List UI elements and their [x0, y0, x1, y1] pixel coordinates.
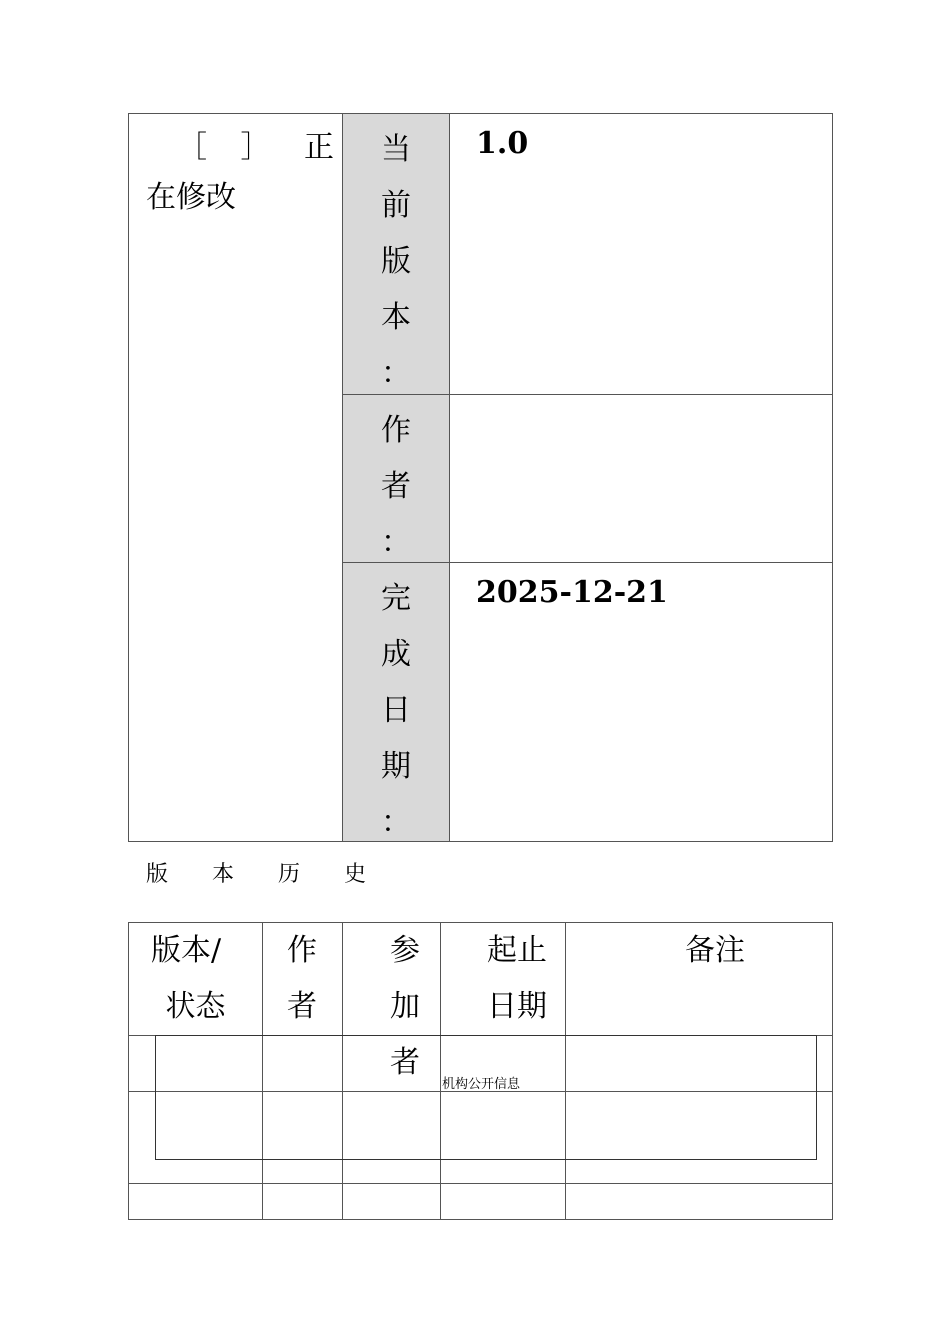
date-label-char: 日 — [381, 693, 411, 728]
bracket-open: ［ — [177, 130, 207, 165]
status-line-2: 在修改 — [146, 180, 236, 215]
version-label-char: 当 — [381, 132, 411, 167]
row-divider — [129, 1183, 832, 1184]
status-char: 正 — [304, 130, 334, 165]
date-label-char: ： — [381, 805, 411, 840]
author-label-char: 作 — [381, 413, 411, 448]
header-date-range: 起止 日期 — [487, 933, 547, 1024]
heading-char: 史 — [344, 862, 369, 887]
date-value-cell — [450, 562, 832, 841]
version-history-heading — [146, 860, 410, 890]
document-info-table — [128, 113, 833, 842]
heading-char: 历 — [278, 862, 303, 887]
version-history-table — [128, 922, 833, 1220]
version-label-char: 版 — [381, 244, 411, 279]
row-divider — [817, 1035, 832, 1036]
heading-char: 版 — [146, 862, 171, 887]
header-author: 作 者 — [287, 933, 317, 1024]
version-label-cell — [343, 114, 450, 394]
date-value: 2025-12-21 — [476, 575, 668, 610]
date-label-char: 完 — [381, 581, 411, 616]
version-value-cell — [450, 114, 832, 394]
header-participants: 参 加 者 — [390, 933, 420, 1080]
date-label-char: 成 — [381, 637, 411, 672]
header-version-status: 版本/ 状态 — [151, 933, 226, 1024]
bracket-close: ］ — [240, 130, 271, 165]
version-value: 1.0 — [476, 126, 529, 161]
heading-char: 本 — [212, 862, 237, 887]
author-value-cell — [450, 394, 832, 562]
date-label-char: 期 — [381, 749, 411, 784]
version-label-char: ： — [381, 356, 411, 391]
author-label-char: ： — [381, 525, 411, 560]
header-remarks: 备注 — [685, 933, 745, 968]
author-label-cell — [343, 394, 450, 562]
date-label-cell — [343, 562, 450, 841]
status-line-1 — [129, 124, 334, 164]
inner-frame — [155, 1035, 817, 1160]
author-label-char: 者 — [381, 469, 411, 504]
version-label-char: 本 — [381, 300, 411, 335]
institution-note: 机构公开信息 — [442, 1077, 521, 1092]
status-cell — [129, 114, 343, 841]
row-divider — [129, 1035, 155, 1036]
version-label-char: 前 — [381, 188, 411, 223]
